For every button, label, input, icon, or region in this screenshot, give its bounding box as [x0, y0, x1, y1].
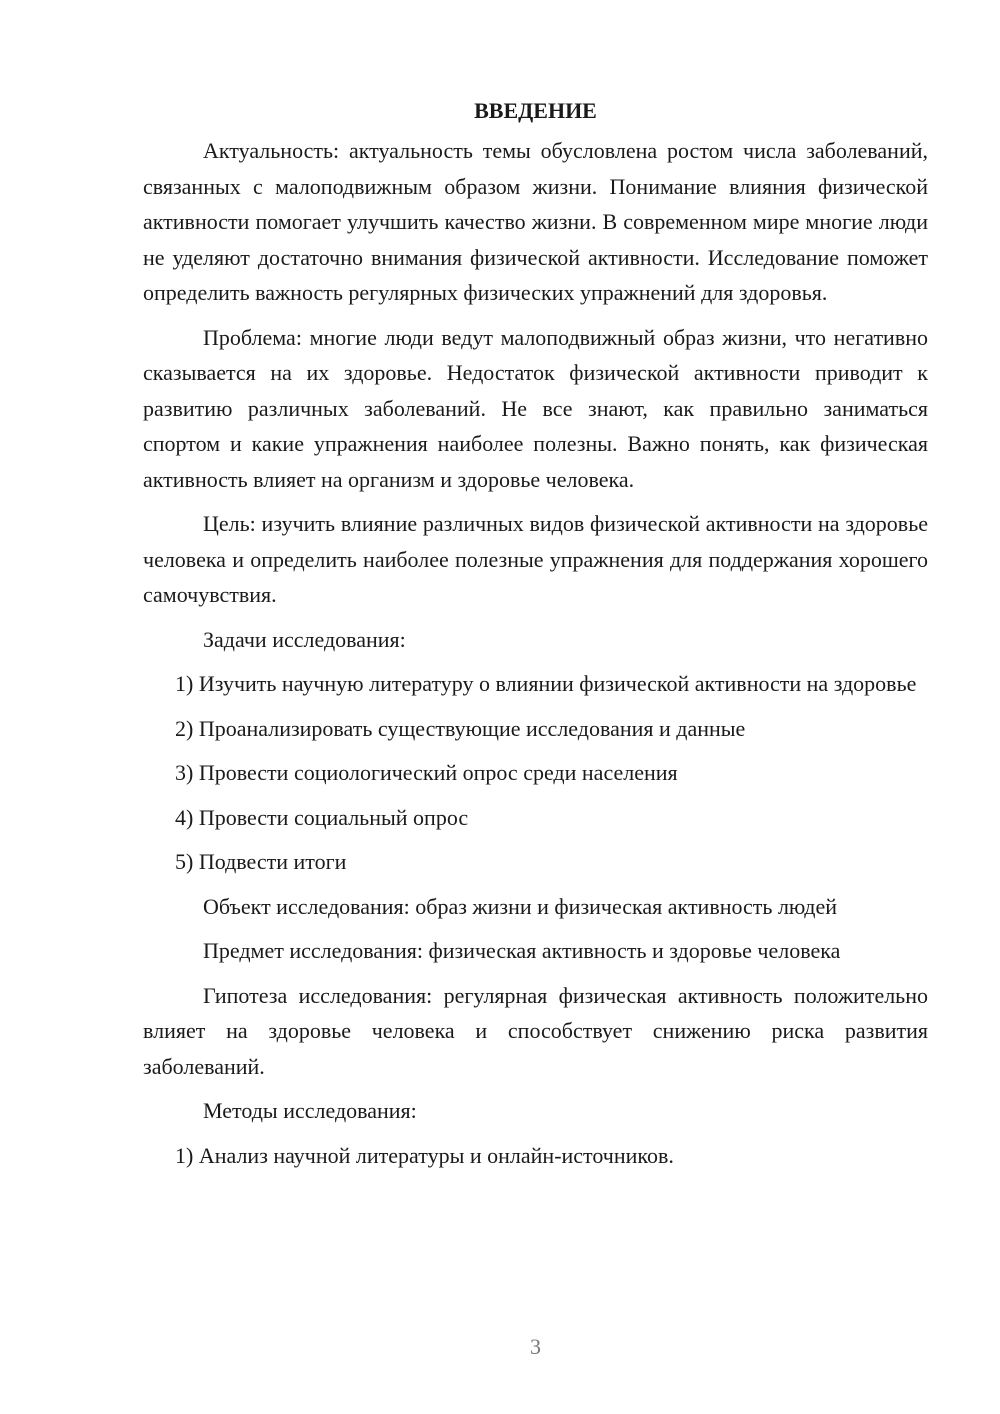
task-item-3: 3) Провести социологический опрос среди населения: [175, 760, 678, 785]
subject-paragraph: Предмет исследования: физическая активность и здоровье человека: [203, 938, 841, 963]
methods-heading: Методы исследования:: [203, 1098, 417, 1123]
task-item-5: 5) Подвести итоги: [175, 849, 347, 874]
document-page: [143, 96, 928, 1182]
section-title: ВВЕДЕНИЕ: [474, 98, 597, 123]
hypothesis-paragraph: Гипотеза исследования: регулярная физическая активность положительно влияет на здоровье человека и способствует снижению риска развития заболеваний.: [143, 982, 928, 1079]
task-item-2: 2) Проанализировать существующие исследования и данные: [175, 715, 746, 741]
problem-paragraph: Проблема: многие люди ведут малоподвижный образ жизни, что негативно сказывается на их здоровье. Недостаток физической активности приводит к развитию различных заболеваний. Не все знают, как правильно заниматься спортом и какие упражнения наиболее полезны. Важно понять, как физическая активность влияет на организм и здоровье человека.: [143, 324, 928, 492]
relevance-paragraph: Актуальность: актуальность темы обусловлена ростом числа заболеваний, связанных с малоподвижным образом жизни. Понимание влияния физической активности помогает улучшить качество жизни. В современном мире многие люди не уделяют достаточно внимания физической активности. Исследование поможет определить важность регулярных физических упражнений для здоровья.: [143, 138, 928, 305]
method-item-1: 1) Анализ научной литературы и онлайн-источников.: [175, 1142, 674, 1168]
tasks-heading: Задачи исследования:: [203, 626, 406, 652]
task-item-4: 4) Провести социальный опрос: [175, 804, 469, 830]
task-item-1: 1) Изучить научную литературу о влиянии физической активности на здоровье: [175, 671, 917, 696]
page-number: 3: [530, 1334, 541, 1359]
goal-paragraph: Цель: изучить влияние различных видов физической активности на здоровье человека и определить наиболее полезные упражнения для поддержания хорошего самочувствия.: [143, 511, 928, 607]
object-paragraph: Объект исследования: образ жизни и физическая активность людей: [203, 893, 837, 919]
